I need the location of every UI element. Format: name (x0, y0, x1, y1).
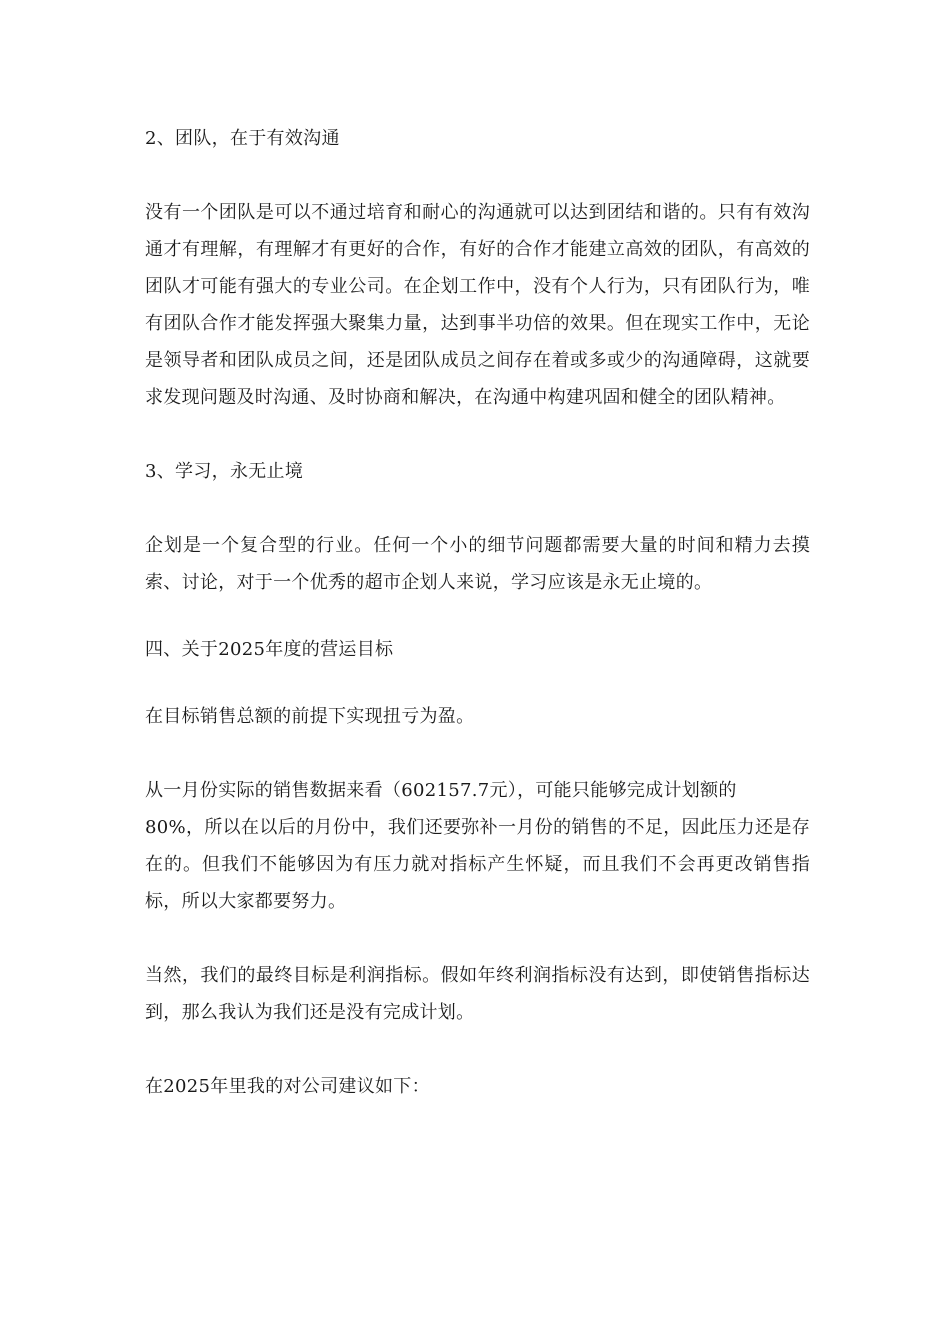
document-body (145, 120, 810, 1105)
paragraph-suggestion: 在2025年里我的对公司建议如下： (145, 1076, 430, 1097)
paragraph-learning: 企划是一个复合型的行业。任何一个小的细节问题都需要大量的时间和精力去摸索、讨论，对于一个优秀的超市企划人来说，学习应该是永无止境的。 (145, 535, 810, 593)
paragraph-goal-2-line1: 从一月份实际的销售数据来看（602157.7元），可能只能够完成计划额的 (145, 780, 737, 801)
paragraph-goal-2-rest: 80%，所以在以后的月份中，我们还要弥补一月份的销售的不足，因此压力还是存在的。但我们不能够因为有压力就对指标产生怀疑，而且我们不会再更改销售指标，所以大家都要努力。 (145, 817, 810, 912)
heading-team: 2、团队，在于有效沟通 (145, 128, 340, 149)
paragraph-team: 没有一个团队是可以不通过培育和耐心的沟通就可以达到团结和谐的。只有有效沟通才有理解，有理解才有更好的合作，有好的合作才能建立高效的团队，有高效的团队才可能有强大的专业公司。在企划工作中，没有个人行为，只有团队行为，唯有团队合作才能发挥强大聚集力量，达到事半功倍的效果。但在现实工作中，无论是领导者和团队成员之间，还是团队成员之间存在着或多或少的沟通障碍，这就要求发现问题及时沟通、及时协商和解决，在沟通中构建巩固和健全的团队精神。 (145, 202, 810, 408)
paragraph-goal-3: 当然，我们的最终目标是利润指标。假如年终利润指标没有达到，即使销售指标达到，那么我认为我们还是没有完成计划。 (145, 965, 810, 1023)
paragraph-goal-1: 在目标销售总额的前提下实现扭亏为盈。 (145, 706, 475, 727)
heading-learning: 3、学习，永无止境 (145, 461, 304, 482)
heading-goals: 四、关于2025年度的营运目标 (145, 639, 394, 660)
